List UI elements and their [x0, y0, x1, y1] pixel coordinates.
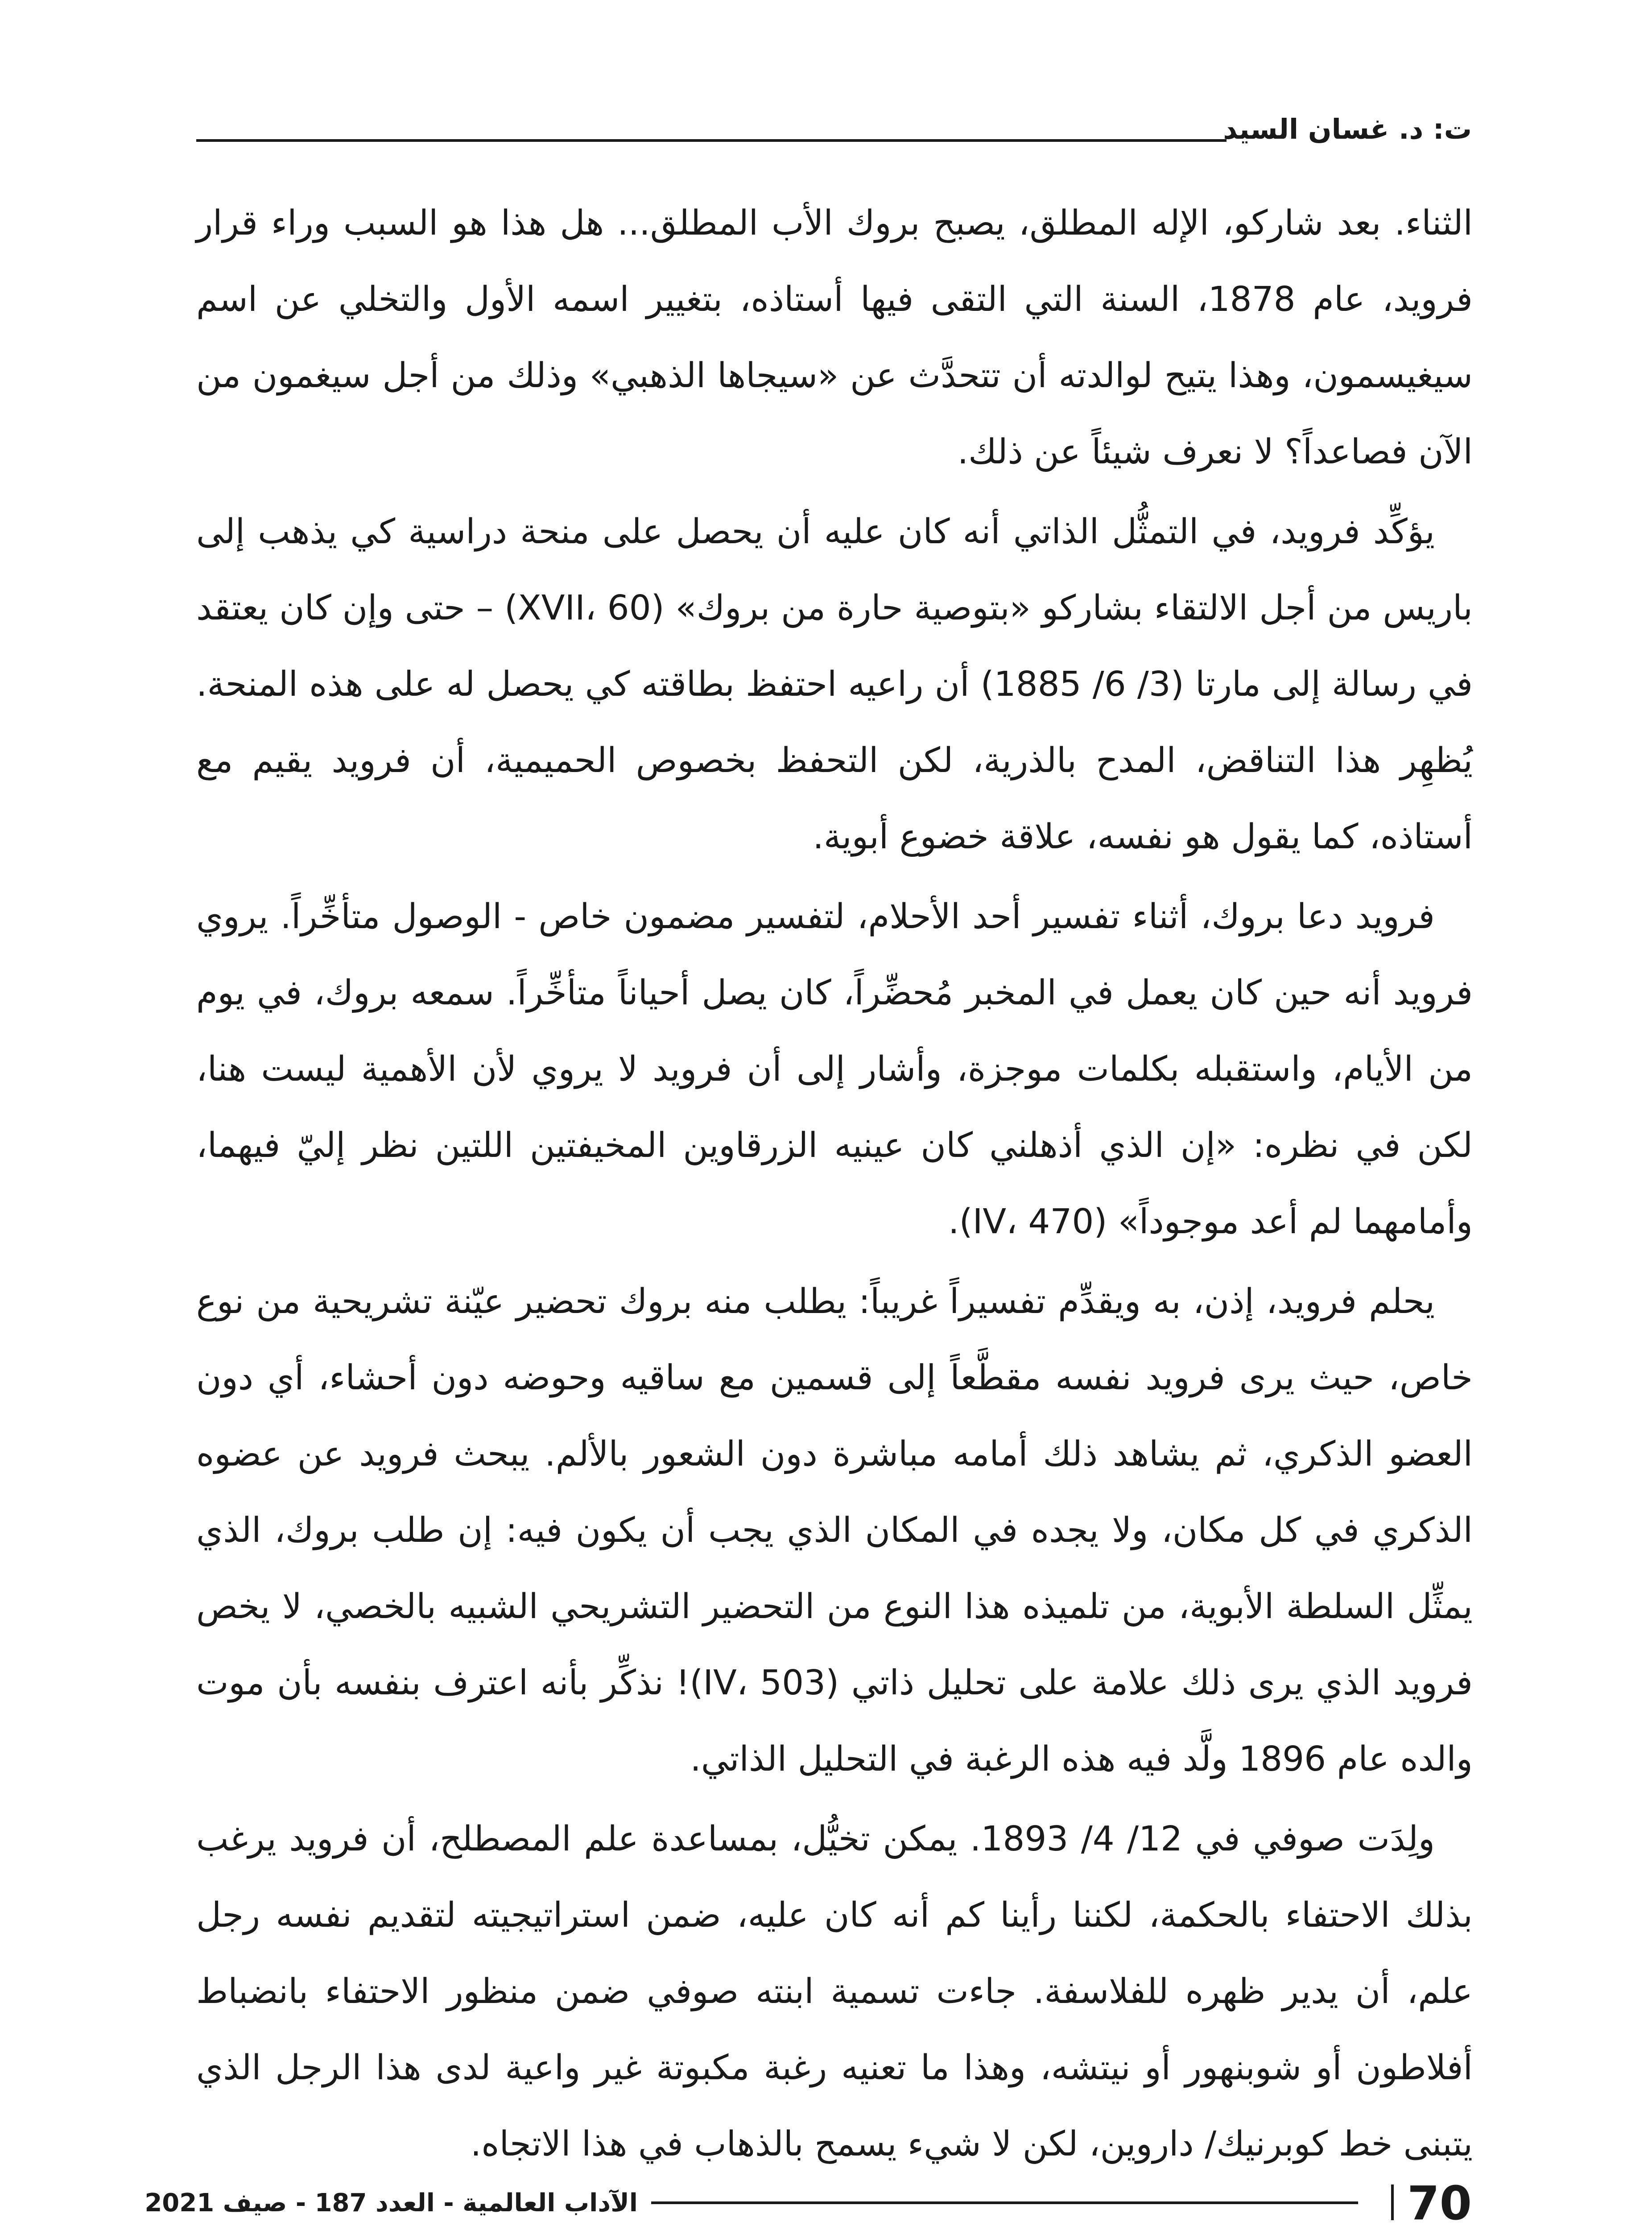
page-number: 70 [1407, 2176, 1472, 2230]
paragraph: يحلم فرويد، إذن، به ويقدِّم تفسيراً غريباً: يطلب منه بروك تحضير عيّنة تشريحية من نوع خاص، حيث يرى فرويد نفسه مقطَّعاً إلى قسمين مع ساقيه وحوضه دون أحشاء، أي دون العضو الذكري، ثم يشاهد ذلك أمامه مباشرة دون الشعور بالألم. يبحث فرويد عن عضوه الذكري في كل مكان، ولا يجده في المكان الذي يجب أن يكون فيه: إن طلب بروك، الذي يمثِّل السلطة الأبوية، من تلميذه هذا النوع من التحضير التشريحي الشبيه بالخصي، لا يخص فرويد الذي يرى ذلك علامة على تحليل ذاتي (IV، 503)! نذكِّر بأنه اعترف بنفسه بأن موت والده عام 1896 ولَّد فيه هذه الرغبة في التحليل الذاتي. [196, 1282, 1473, 1779]
header-author: ت: د. غسان السيد [1223, 113, 1472, 145]
article-body [196, 185, 1473, 2186]
paragraph: فرويد دعا بروك، أثناء تفسير أحد الأحلام، لتفسير مضمون خاص - الوصول متأخِّراً. يروي فرويد أنه حين كان يعمل في المخبر مُحضِّراً، كان يصل أحياناً متأخِّراً. سمعه بروك، في يوم من الأيام، واستقبله بكلمات موجزة، وأشار إلى أن فرويد لا يروي لأن الأهمية ليست هنا، لكن في نظره: «إن الذي أذهلني كان عينيه الزرقاوين المخيفتين اللتين نظر إليّ فيهما، وأمامهما لم أعد موجوداً» (IV، 470). [196, 897, 1473, 1242]
header-rule [196, 139, 1227, 142]
journal-info: الآداب العالمية - العدد 187 - صيف 2021 [145, 2189, 638, 2218]
paragraph: يؤكِّد فرويد، في التمثُّل الذاتي أنه كان عليه أن يحصل على منحة دراسية كي يذهب إلى باريس من أجل الالتقاء بشاركو «بتوصية حارة من بروك» (XVII، 60) – حتى وإن كان يعتقد في رسالة إلى مارتا (3/ 6/ 1885) أن راعيه احتفظ بطاقته كي يحصل له على هذه المنحة. يُظهِر هذا التناقض، المدح بالذرية، لكن التحفظ بخصوص الحميمية، أن فرويد يقيم مع أستاذه، كما يقول هو نفسه، علاقة خضوع أبوية. [196, 512, 1473, 857]
footer-separator [1391, 2185, 1394, 2220]
paragraph: ولِدَت صوفي في 12/ 4/ 1893. يمكن تخيُّل، بمساعدة علم المصطلح، أن فرويد يرغب بذلك الاحتفاء بالحكمة، لكننا رأينا كم أنه كان عليه، ضمن استراتيجيته لتقديم نفسه رجل علم، أن يدير ظهره للفلاسفة. جاءت تسمية ابنته صوفي ضمن منظور الاحتفاء بانضباط أفلاطون أو شوبنهور أو نيتشه، وهذا ما تعنيه رغبة مكبوتة غير واعية لدى هذا الرجل الذي يتبنى خط كوبرنيك/ داروين، لكن لا شيء يسمح بالذهاب في هذا الاتجاه. [196, 1819, 1473, 2164]
running-header [196, 103, 1472, 152]
page-footer [145, 2176, 1472, 2230]
paragraph: الثناء. بعد شاركو، الإله المطلق، يصبح بروك الأب المطلق... هل هذا هو السبب وراء قرار فرويد، عام 1878، السنة التي التقى فيها أستاذه، بتغيير اسمه الأول والتخلي عن اسم سيغيسمون، وهذا يتيح لوالدته أن تتحدَّث عن «سيجاها الذهبي» وذلك من أجل سيغمون من الآن فصاعداً؟ لا نعرف شيئاً عن ذلك. [196, 203, 1473, 472]
footer-rule [651, 2201, 1358, 2204]
